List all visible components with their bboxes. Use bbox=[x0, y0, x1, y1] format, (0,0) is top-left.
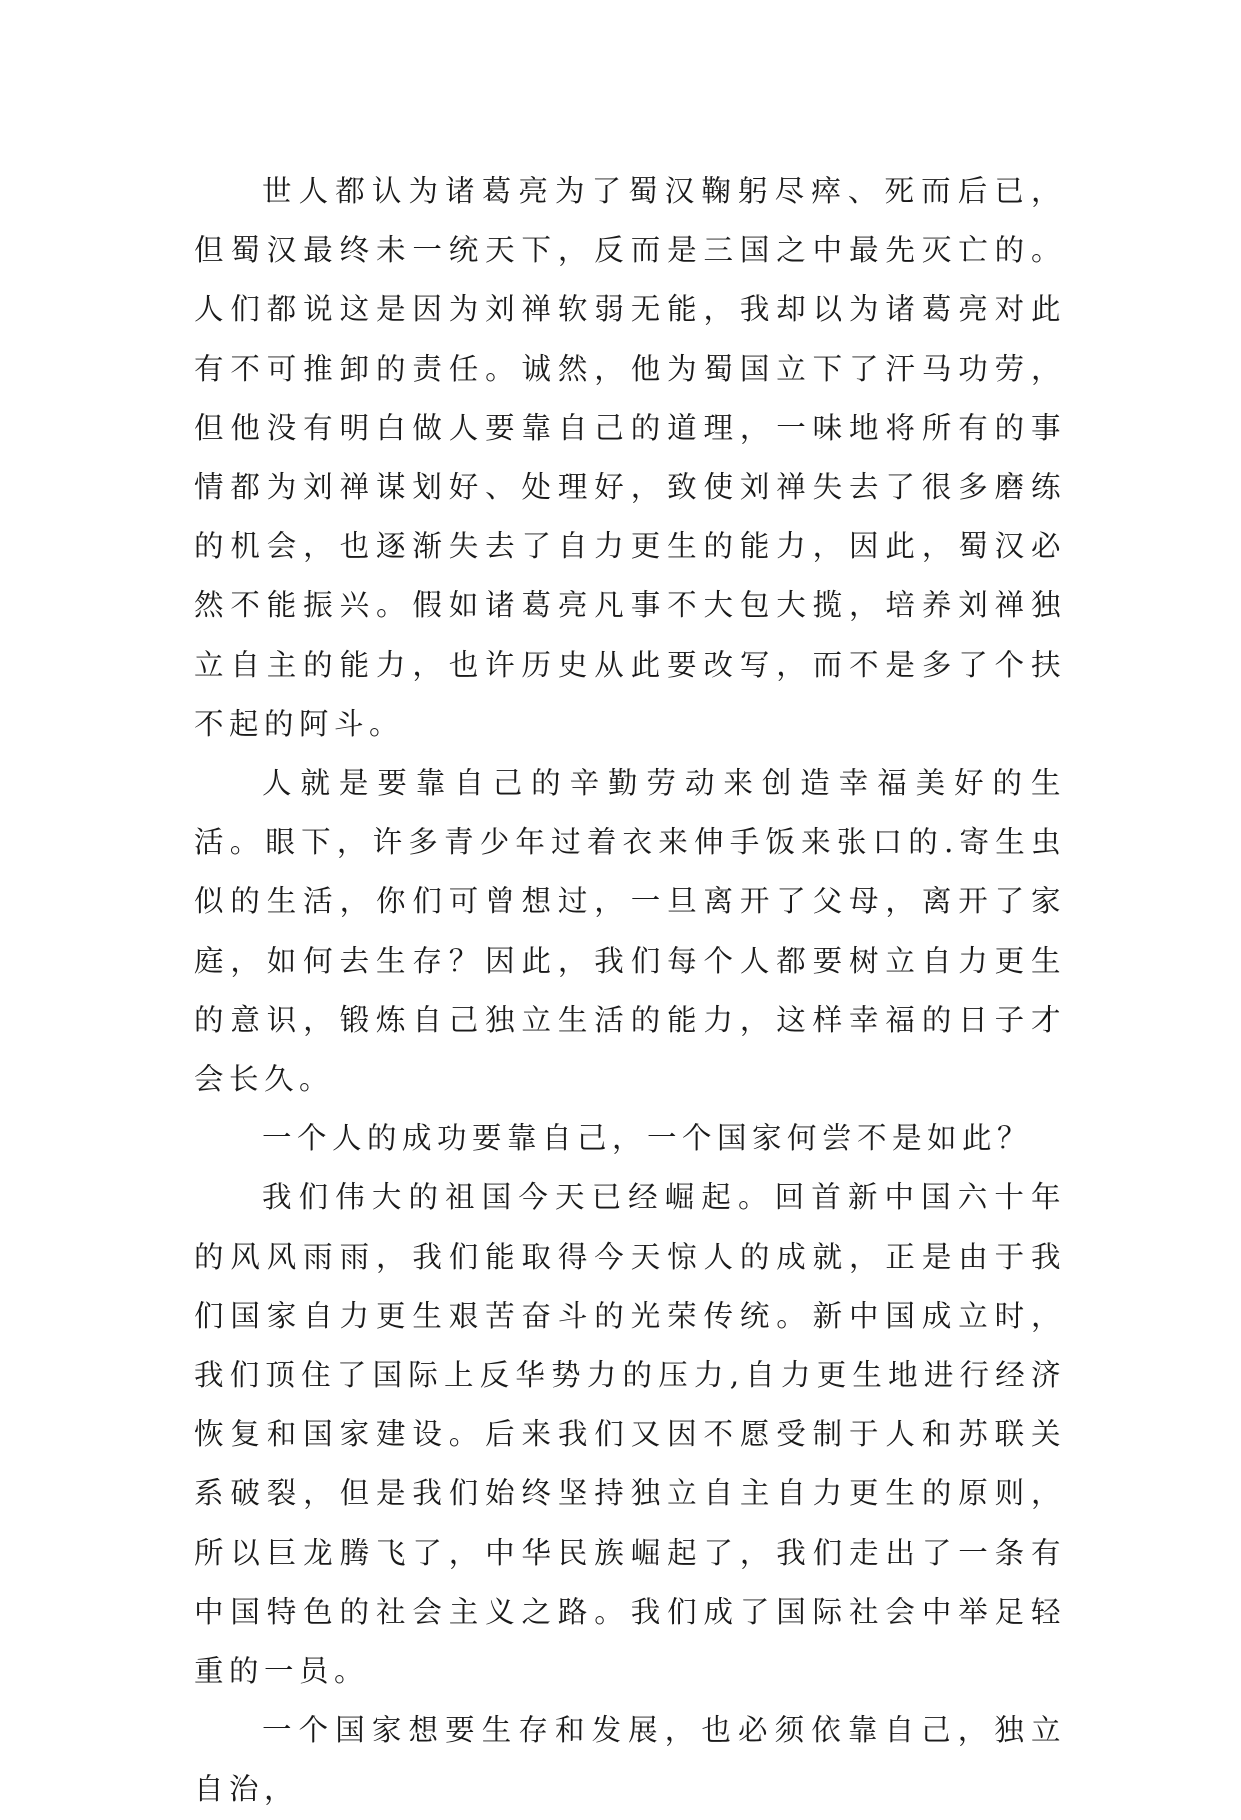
paragraph-motherland-rise: 我们伟大的祖国今天已经崛起。回首新中国六十年的风风雨雨，我们能取得今天惊人的成就，正是由于我们国家自力更生艰苦奋斗的光荣传统。新中国成立时，我们顶住了国际上反华势力的压力,自力更生地进行经济恢复和国家建设。后来我们又因不愿受制于人和苏联关系破裂，但是我们始终坚持独立自主自力更生的原则，所以巨龙腾飞了，中华民族崛起了，我们走出了一条有中国特色的社会主义之路。我们成了国际社会中举足轻重的一员。 bbox=[194, 1180, 1066, 1689]
paragraph-zhuge-liang: 世人都认为诸葛亮为了蜀汉鞠躬尽瘁、死而后已，但蜀汉最终未一统天下，反而是三国之中最先灭亡的。人们都说这是因为刘禅软弱无能，我却以为诸葛亮对此有不可推卸的责任。诚然，他为蜀国立下了汗马功劳，但他没有明白做人要靠自己的道理，一味地将所有的事情都为刘禅谋划好、处理好，致使刘禅失去了很多磨练的机会，也逐渐失去了自力更生的能力，因此，蜀汉必然不能振兴。假如诸葛亮凡事不大包大揽，培养刘禅独立自主的能力，也许历史从此要改写，而不是多了个扶不起的阿斗。 bbox=[194, 174, 1066, 741]
paragraph-person-and-nation: 一个人的成功要靠自己，一个国家何尝不是如此？ bbox=[262, 1121, 1033, 1156]
document-body bbox=[194, 162, 1066, 1820]
paragraph-self-reliance-life: 人就是要靠自己的辛勤劳动来创造幸福美好的生活。眼下，许多青少年过着衣来伸手饭来张口的.寄生虫似的生活，你们可曾想过，一旦离开了父母，离开了家庭，如何去生存？因此，我们每个人都要树立自力更生的意识，锻炼自己独立生活的能力，这样幸福的日子才会长久。 bbox=[194, 766, 1066, 1097]
paragraph-nation-survival: 一个国家想要生存和发展，也必须依靠自己，独立自治， bbox=[194, 1713, 1066, 1807]
